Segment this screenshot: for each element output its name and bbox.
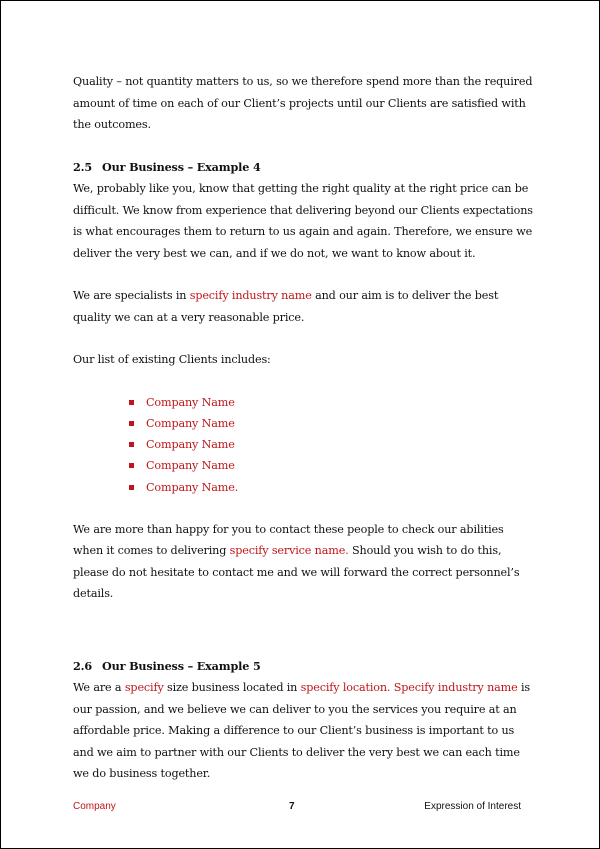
contact-text-before: We are more than happy for you to contact these people to check our abilities when it comes to delivering xyxy=(73,522,504,558)
section-2-6-heading xyxy=(73,656,533,678)
industry-placeholder: specify industry name xyxy=(189,289,312,302)
list-item: Company Name xyxy=(129,413,533,434)
page-content xyxy=(73,71,533,785)
client-list xyxy=(73,392,533,498)
section-2-6-paragraph xyxy=(73,677,533,785)
text-part-1: We are a xyxy=(73,681,125,695)
size-placeholder: specify xyxy=(124,681,164,695)
page-footer xyxy=(73,801,521,817)
text-part-2: size business located in xyxy=(163,681,301,695)
intro-paragraph: Quality – not quantity matters to us, so we therefore spend more than the required amount of time on each of our Client’s projects until our Clients are satisfied with the outcomes. xyxy=(73,75,533,131)
text-part-3: is our passion, and we believe we can deliver to you the services you require at an affordable price. Making a difference to our Client’s business is important to us and we aim to partner with our Clients to deliver the very best we can each time we do business together. xyxy=(73,681,531,781)
list-item: Company Name xyxy=(129,392,533,413)
section-title: Our Business – Example 4 xyxy=(102,159,261,174)
page-number: 7 xyxy=(289,801,295,812)
section-number: 2.6 xyxy=(73,658,93,673)
contact-paragraph xyxy=(73,519,533,605)
specialists-text-before: We are specialists in xyxy=(73,289,190,302)
service-placeholder: specify service name. xyxy=(229,544,349,558)
list-item: Company Name. xyxy=(129,477,533,498)
section-title: Our Business – Example 5 xyxy=(102,658,261,673)
list-item: Company Name xyxy=(129,434,533,455)
specialists-paragraph xyxy=(73,285,533,328)
section-2-5-paragraph: We, probably like you, know that getting the right quality at the right price can be difficult. We know from experience that delivering beyond our Clients expectations is what encourages them to return to us again and again. Therefore, we ensure we deliver the very best we can, and if we do not, we want to know about it. xyxy=(73,182,533,260)
specialists-text-after: and our aim is to deliver the best quality we can at a very reasonable price. xyxy=(73,289,499,324)
clients-intro: Our list of existing Clients includes: xyxy=(73,353,271,366)
footer-company: Company xyxy=(73,801,116,812)
list-item: Company Name xyxy=(129,455,533,476)
section-number: 2.5 xyxy=(73,159,93,174)
footer-doc-title: Expression of Interest xyxy=(424,801,521,812)
location-industry-placeholder: specify location. Specify industry name xyxy=(300,681,518,695)
section-2-5-heading xyxy=(73,157,533,179)
contact-text-after: Should you wish to do this, please do not hesitate to contact me and we will forward the correct personnel’s details. xyxy=(73,544,520,601)
